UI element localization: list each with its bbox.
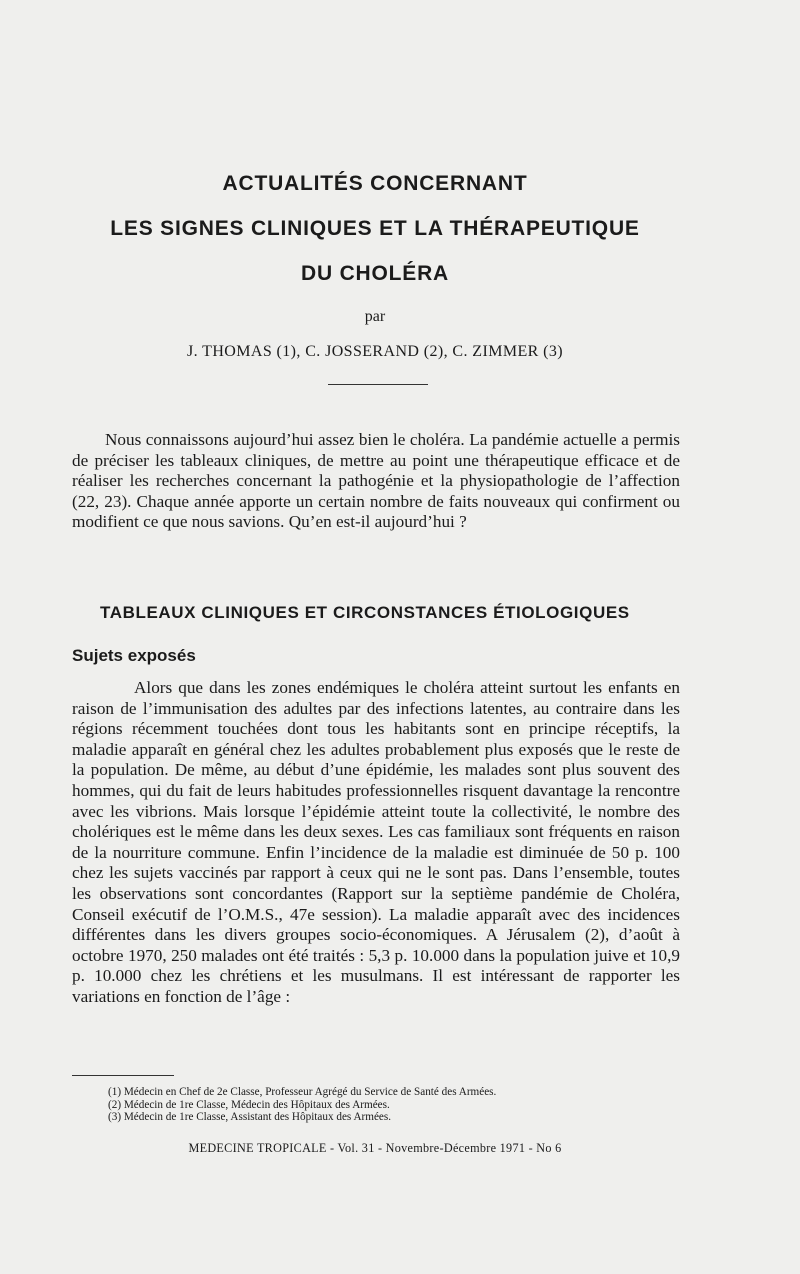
article-title-line-2: LES SIGNES CLINIQUES ET LA THÉRAPEUTIQUE	[110, 217, 640, 240]
title-separator	[328, 384, 428, 385]
byline-par: par	[364, 308, 386, 325]
page-footer: MEDECINE TROPICALE - Vol. 31 - Novembre-Décembre 1971 - No 6	[188, 1141, 562, 1155]
footnote-rule	[72, 1075, 174, 1076]
article-title-line-1: ACTUALITÉS CONCERNANT	[222, 172, 528, 195]
subsection-heading: Sujets exposés	[72, 646, 196, 665]
intro-paragraph: Nous connaissons aujourd’hui assez bien le choléra. La pandémie actuelle a permis de préciser les tableaux cliniques, de mettre au point une thérapeutique efficace et de réaliser les recherches concernant la pathogénie et la physiopathologie de l’affection (22, 23). Chaque année apporte un certain nombre de faits nouveaux qui confirment ou modifient ce que nous savions. Qu’en est-il aujourd’hui ?	[72, 430, 680, 532]
body-paragraph: Alors que dans les zones endémiques le choléra atteint surtout les enfants en raison de l’immunisation des adultes par des infections latentes, au contraire dans les régions récemment touchées dont tous les habitants sont en principe réceptifs, la maladie apparaît en général chez les adultes probablement plus exposés que le reste de la population. De même, au début d’une épidémie, les malades sont plus souvent des hommes, qui du fait de leurs habitudes professionnelles risquent davantage la rencontre avec les vibrions. Mais lorsque l’épidémie atteint toute la collectivité, le nombre des cholériques est le même dans les deux sexes. Les cas familiaux sont fréquents en raison de la nourriture commune. Enfin l’incidence de la maladie est diminuée de 50 p. 100 chez les sujets vaccinés par rapport à ceux qui ne le sont pas. Dans l’ensemble, toutes les observations sont concordantes (Rapport sur la septième pandémie de Choléra, Conseil exécutif de l’O.M.S., 47e session). La maladie apparaît avec des incidences différentes dans les divers groupes socio-économiques. A Jérusalem (2), d’août à octobre 1970, 250 malades ont été traités : 5,3 p. 10.000 dans la population juive et 10,9 p. 10.000 chez les chrétiens et les musulmans. Il est intéressant de rapporter les variations en fonction de l’âge :	[72, 678, 680, 1006]
footnote-1: (1) Médecin en Chef de 2e Classe, Professeur Agrégé du Service de Santé des Armées.	[108, 1086, 497, 1098]
author-list: J. THOMAS (1), C. JOSSERAND (2), C. ZIMMER (3)	[187, 343, 563, 360]
footnote-2: (2) Médecin de 1re Classe, Médecin des Hôpitaux des Armées.	[108, 1098, 390, 1111]
footnote-3: (3) Médecin de 1re Classe, Assistant des Hôpitaux des Armées.	[108, 1111, 392, 1124]
section-heading: TABLEAUX CLINIQUES ET CIRCONSTANCES ÉTIOLOGIQUES	[100, 603, 630, 622]
footnotes	[108, 1086, 648, 1124]
article-title-line-3: DU CHOLÉRA	[301, 262, 449, 285]
